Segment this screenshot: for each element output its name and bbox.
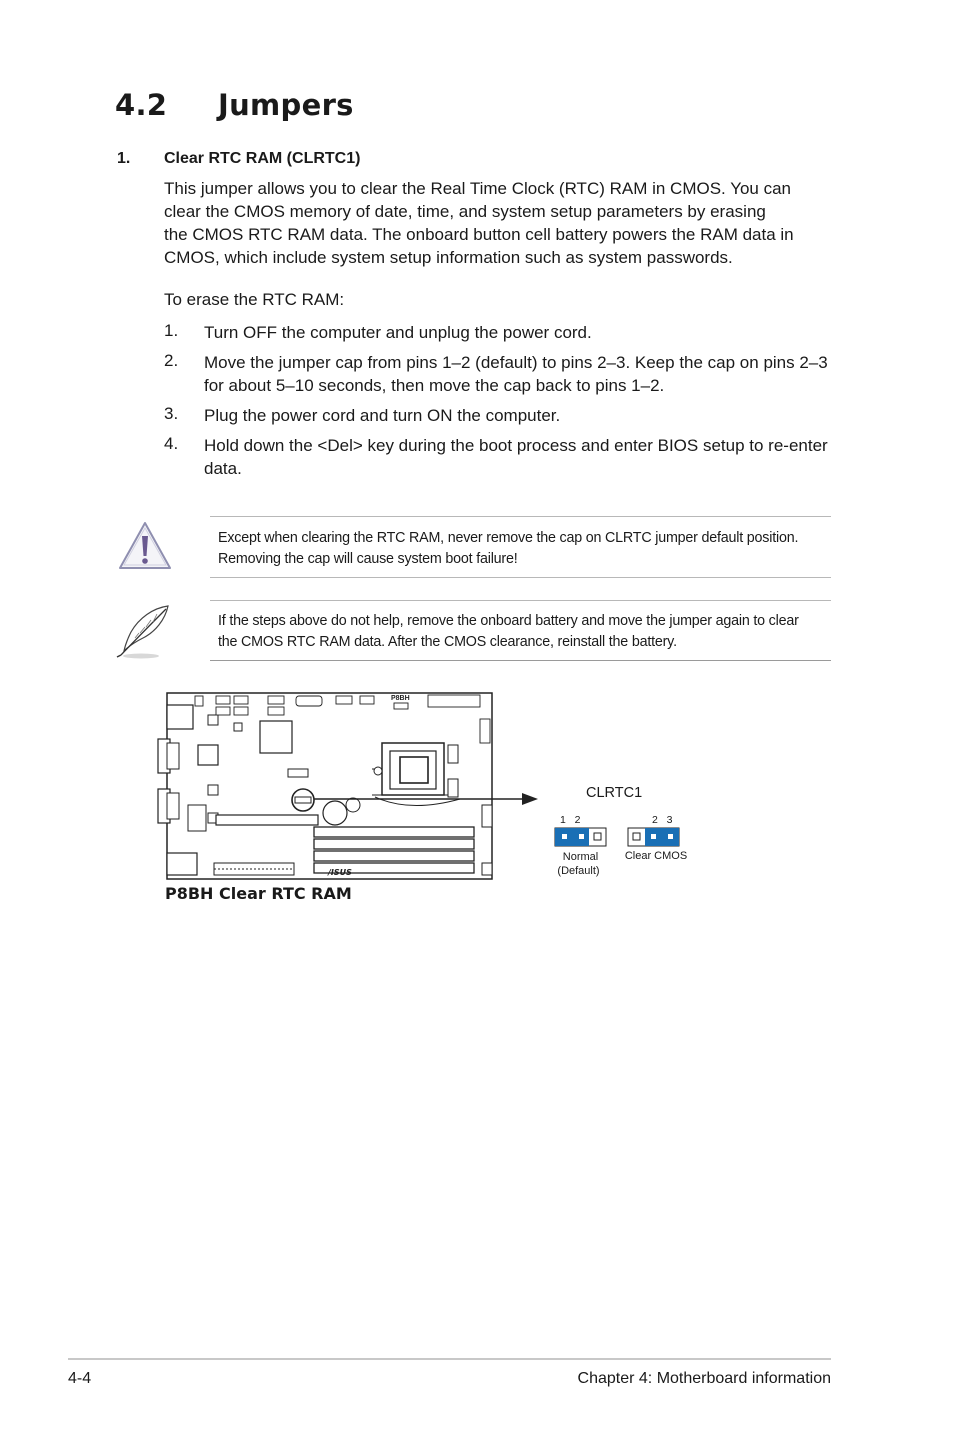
clear-jumper-cap: [645, 828, 679, 846]
section-heading: [115, 88, 354, 122]
paragraph-line: This jumper allows you to clear the Real Time Clock (RTC) RAM in CMOS. You can: [164, 179, 792, 198]
normal-label: Normal: [562, 851, 599, 863]
note-line: If the steps above do not help, remove the onboard battery and move the jumper again to clear: [218, 613, 799, 629]
subsection-number: 1.: [117, 150, 131, 167]
paragraph-line: the CMOS RTC RAM data. The onboard button cell battery powers the RAM data in: [164, 225, 794, 244]
warning-triangle-icon: [117, 520, 173, 572]
jumper-name: CLRTC1: [586, 785, 643, 801]
note-line: Except when clearing the RTC RAM, never remove the cap on CLRTC jumper default position.: [218, 530, 799, 546]
step-number: 2.: [164, 351, 179, 370]
normal-pin-numbers: 1 2: [560, 814, 581, 826]
feather-quill-icon: [113, 602, 175, 660]
step-number: 1.: [164, 321, 179, 340]
step-line: Move the jumper cap from pins 1–2 (default) to pins 2–3. Keep the cap on pins 2–3: [204, 353, 828, 372]
step-number: 4.: [164, 434, 179, 453]
subsection-title: Clear RTC RAM (CLRTC1): [164, 150, 361, 167]
note-line: Removing the cap will cause system boot failure!: [218, 551, 518, 567]
step-text: [204, 321, 836, 344]
note-line: the CMOS RTC RAM data. After the CMOS clearance, reinstall the battery.: [218, 634, 677, 650]
tip-rule-top: [210, 600, 831, 601]
chapter-title: Chapter 4: Motherboard information: [577, 1370, 831, 1387]
default-label: (Default): [557, 865, 600, 877]
diagram-title: P8BH Clear RTC RAM: [165, 884, 352, 903]
board-label: P8BH: [391, 695, 410, 702]
clear-cmos-label: Clear CMOS: [624, 850, 688, 862]
step-text: [204, 404, 836, 427]
step-number: 3.: [164, 404, 179, 423]
tip-rule-bottom: [210, 660, 831, 661]
step-line: Hold down the <Del> key during the boot process and enter BIOS setup to re-enter: [204, 436, 828, 455]
step-line: Turn OFF the computer and unplug the power cord.: [204, 323, 592, 342]
description-paragraph: [164, 177, 834, 269]
paragraph-line: CMOS, which include system setup information such as system passwords.: [164, 248, 733, 267]
footer-rule: [68, 1358, 831, 1360]
clear-pin-numbers: 2 3: [652, 814, 673, 826]
warning-rule-bottom: [210, 577, 831, 578]
warning-note: [218, 528, 838, 570]
warning-rule-top: [210, 516, 831, 517]
brand-mark: /ISUS: [328, 868, 352, 877]
step-line: data.: [204, 459, 242, 478]
step-line: Plug the power cord and turn ON the computer.: [204, 406, 561, 425]
steps-intro: To erase the RTC RAM:: [164, 290, 345, 309]
step-text: [204, 434, 836, 480]
tip-note: [218, 611, 838, 653]
paragraph-line: clear the CMOS memory of date, time, and system setup parameters by erasing: [164, 202, 766, 221]
step-text: [204, 351, 836, 397]
heading-title: Jumpers: [218, 88, 354, 122]
heading-number: 4.2: [115, 88, 168, 122]
motherboard-diagram: [150, 685, 710, 885]
page-number: 4-4: [68, 1370, 92, 1387]
step-line: for about 5–10 seconds, then move the cap back to pins 1–2.: [204, 376, 665, 395]
